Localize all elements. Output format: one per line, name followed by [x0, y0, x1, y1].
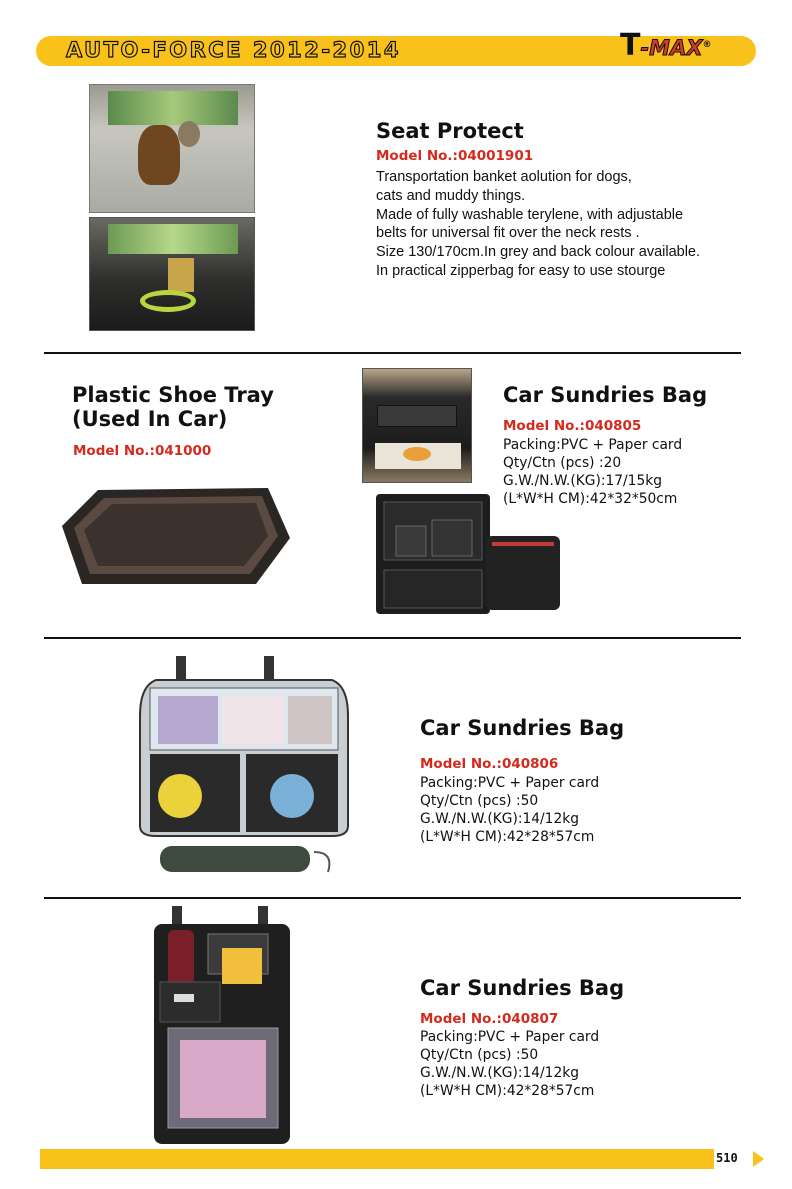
spec-line: Packing:PVC + Paper card [420, 1029, 600, 1045]
product-title: Car Sundries Bag [503, 383, 708, 407]
spec-line: Qty/Ctn (pcs) :20 [503, 455, 622, 471]
model-number: Model No.:040807 [420, 1011, 559, 1027]
model-number: Model No.:04001901 [376, 148, 534, 164]
spec-line: Packing:PVC + Paper card [503, 437, 683, 453]
product-description [376, 168, 700, 281]
section-divider [44, 352, 741, 354]
description-line: Size 130/170cm.In grey and back colour available. [376, 244, 701, 261]
seat-protect-photo-cover [89, 217, 255, 331]
spec-line: Packing:PVC + Paper card [420, 775, 600, 791]
shoe-tray-photo [60, 486, 292, 586]
product-title: Seat Protect [376, 119, 524, 143]
spec-line: G.W./N.W.(KG):14/12kg [420, 811, 579, 827]
spec-line: (L*W*H CM):42*28*57cm [420, 1083, 595, 1099]
spec-line: (L*W*H CM):42*28*57cm [420, 829, 595, 845]
spec-line: Qty/Ctn (pcs) :50 [420, 1047, 539, 1063]
description-line: Made of fully washable terylene, with adjustable [376, 206, 684, 223]
product-title-line: Plastic Shoe Tray [72, 383, 274, 407]
section-divider [44, 637, 741, 639]
description-line: belts for universal fit over the neck rests . [376, 225, 640, 242]
spec-line: (L*W*H CM):42*32*50cm [503, 491, 678, 507]
product-specs [503, 436, 682, 508]
catalog-title: AUTO-FORCE 2012-2014 [66, 38, 401, 62]
sundries-bag-photo-organizer [148, 906, 296, 1146]
description-line: Transportation banket aolution for dogs, [376, 169, 632, 185]
page-number: 510 [716, 1151, 738, 1165]
brand-logo [620, 28, 712, 63]
description-line: In practical zipperbag for easy to use stourge [376, 262, 666, 279]
product-title-line: (Used In Car) [72, 407, 228, 431]
logo-mark: T [620, 28, 641, 63]
spec-line: G.W./N.W.(KG):14/12kg [420, 1065, 579, 1081]
logo-text: -MAX [640, 36, 703, 60]
product-specs [420, 1028, 599, 1100]
product-specs [420, 774, 599, 846]
model-number: Model No.:041000 [73, 443, 212, 459]
footer-bar [40, 1149, 752, 1169]
description-line: cats and muddy things. [376, 187, 526, 204]
spec-line: G.W./N.W.(KG):17/15kg [503, 473, 662, 489]
section-divider [44, 897, 741, 899]
seat-protect-photo-dog [89, 84, 255, 213]
model-number: Model No.:040805 [503, 418, 642, 434]
product-title: Car Sundries Bag [420, 976, 625, 1000]
sundries-bag-photo-clear [136, 656, 356, 888]
registered-mark: ® [702, 40, 712, 50]
product-title: Car Sundries Bag [420, 716, 625, 740]
sundries-bag-photo-installed [362, 368, 472, 483]
next-page-arrow-icon [753, 1151, 764, 1167]
product-title [72, 383, 274, 431]
model-number: Model No.:040806 [420, 756, 559, 772]
spec-line: Qty/Ctn (pcs) :50 [420, 793, 539, 809]
